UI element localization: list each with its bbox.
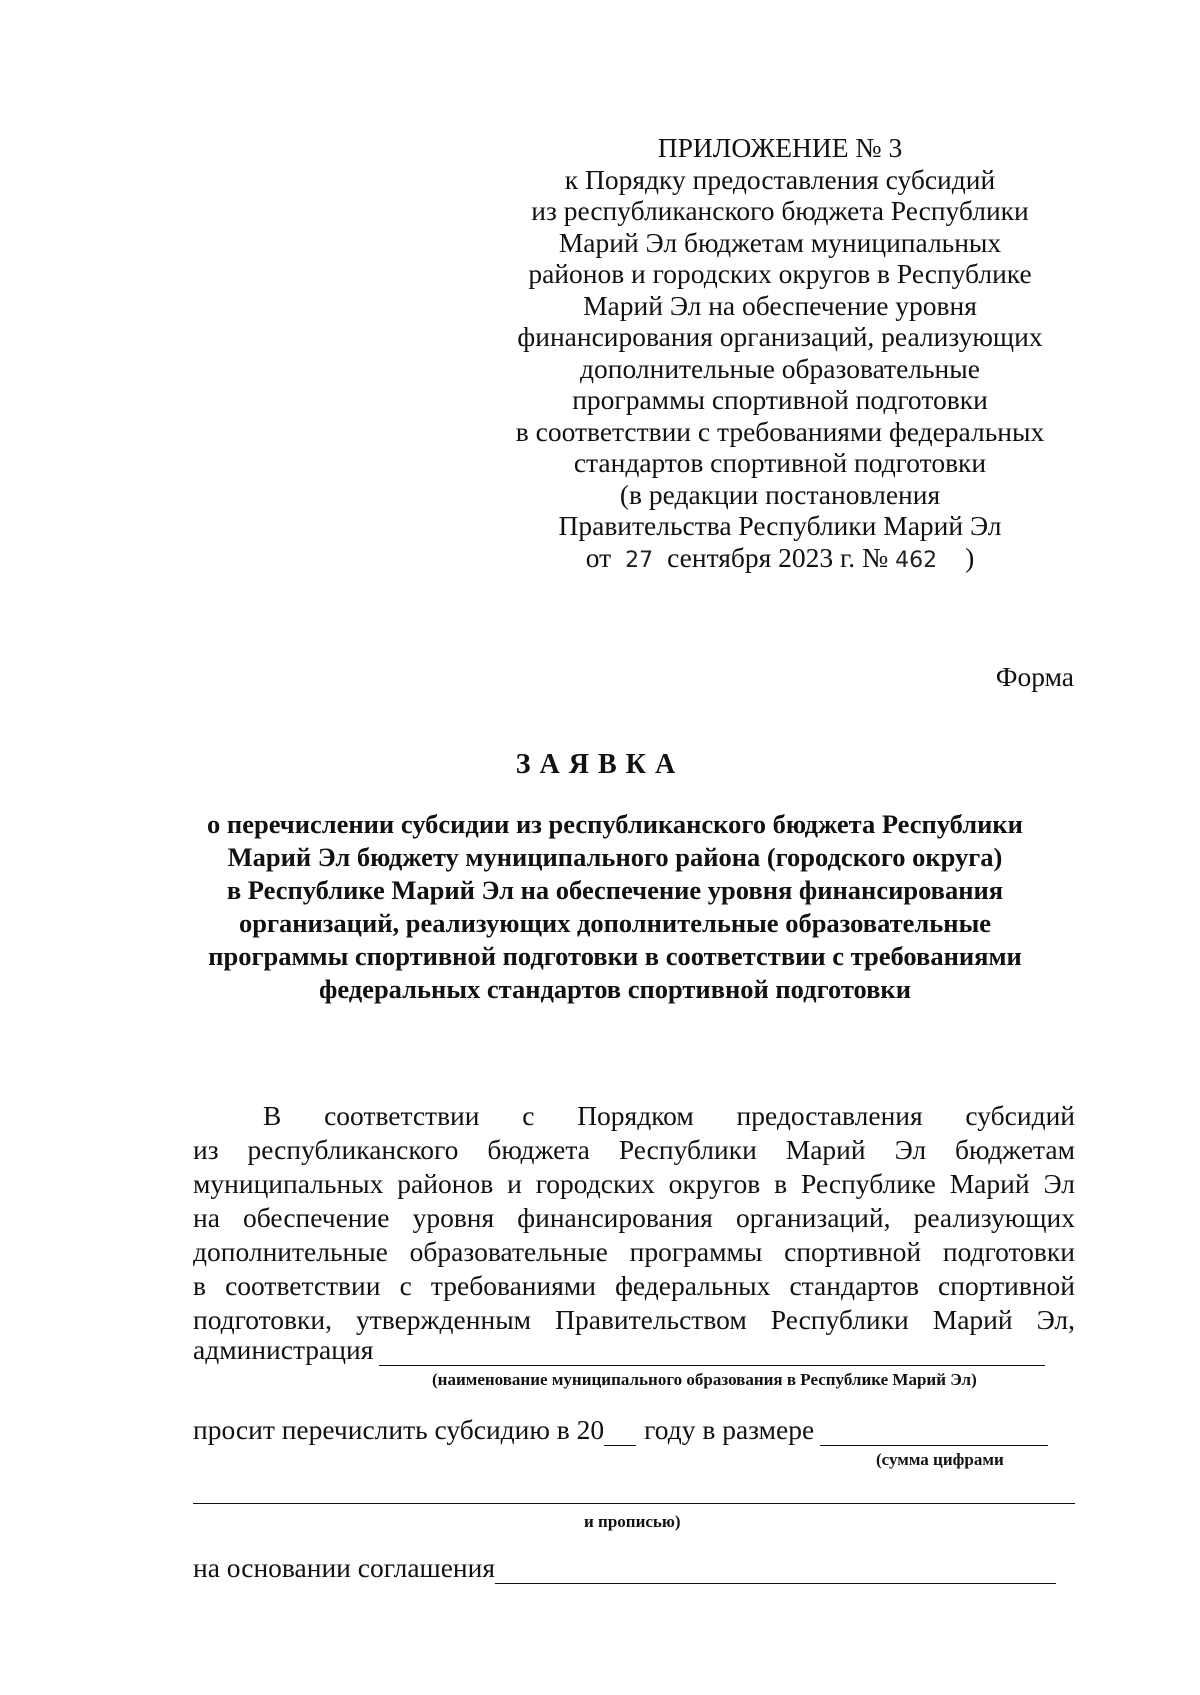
appendix-line: Марий Эл бюджетам муниципальных — [558, 226, 1002, 258]
appendix-line: районов и городских округов в Республике — [528, 258, 1032, 289]
administration-label: администрация — [193, 1334, 374, 1365]
appendix-line: к Порядку предоставления субсидий — [564, 163, 996, 195]
form-label: Форма — [995, 661, 1074, 692]
agreement-field[interactable] — [495, 1559, 1056, 1584]
date-prefix: от — [585, 541, 612, 573]
appendix-line: Марий Эл на обеспечение уровня — [583, 289, 977, 321]
administration-row — [193, 1334, 1045, 1366]
decree-number: 462 — [895, 547, 938, 573]
subtitle-line: о перечислении субсидии из республиканского бюджета Республики — [207, 809, 1023, 839]
body-line: из республиканского бюджета Республики Марий Эл бюджетам — [193, 1134, 1075, 1165]
subtitle-line: в Республике Марий Эл на обеспечение уровня финансирования — [226, 875, 1004, 905]
appendix-line: программы спортивной подготовки — [572, 384, 988, 415]
administration-caption: (наименование муниципального образования в Республике Марий Эл) — [432, 1370, 977, 1389]
body-line: в соответствии с требованиями федеральных стандартов спортивной — [193, 1270, 1075, 1301]
amount-caption-words: и прописью) — [584, 1512, 681, 1531]
body-line: подготовки, утвержденным Правительством Республики Марий Эл, — [193, 1304, 1075, 1335]
amount-caption-digits: (сумма цифрами — [876, 1450, 1004, 1469]
appendix-line: ПРИЛОЖЕНИЕ № 3 — [657, 132, 903, 163]
request-prefix: просит перечислить субсидию в 20 — [193, 1414, 605, 1445]
appendix-header — [470, 132, 1090, 576]
appendix-line: в соответствии с требованиями федеральных — [515, 415, 1045, 447]
year-field[interactable] — [604, 1421, 636, 1446]
appendix-line: финансирования организаций, реализующих — [517, 321, 1043, 352]
request-middle: году в размере — [644, 1414, 815, 1445]
agreement-label: на основании соглашения — [193, 1552, 495, 1583]
request-row — [193, 1414, 1048, 1446]
body-paragraph — [193, 1099, 1075, 1337]
document-title: ЗАЯВКА — [515, 749, 685, 780]
appendix-line: из республиканского бюджета Республики — [531, 195, 1029, 226]
appendix-line: (в редакции постановления — [619, 478, 941, 510]
amount-words-field[interactable] — [193, 1503, 1075, 1504]
date-suffix: ) — [965, 541, 975, 573]
body-line: дополнительные образовательные программы спортивной подготовки — [193, 1236, 1075, 1267]
date-month-year: сентября 2023 г. № — [667, 541, 889, 573]
appendix-line: дополнительные образовательные — [580, 352, 980, 384]
subtitle-line: федеральных стандартов спортивной подготовки — [319, 974, 911, 1004]
amount-field[interactable] — [820, 1421, 1048, 1446]
subtitle-line: программы спортивной подготовки в соответствии с требованиями — [208, 941, 1022, 971]
date-day: 27 — [625, 547, 654, 573]
administration-field[interactable] — [379, 1341, 1045, 1366]
subtitle-line: Марий Эл бюджету муниципального района (городского округа) — [227, 842, 1003, 872]
appendix-line: Правительства Республики Марий Эл — [558, 510, 1002, 541]
body-line: на обеспечение уровня финансирования организаций, реализующих — [193, 1202, 1075, 1233]
agreement-row — [193, 1552, 1056, 1584]
body-line: муниципальных районов и городских округов в Республике Марий Эл — [193, 1168, 1075, 1199]
appendix-line: стандартов спортивной подготовки — [573, 447, 987, 478]
body-line: В соответствии с Порядком предоставления субсидий — [263, 1100, 1075, 1131]
subtitle-line: организаций, реализующих дополнительные образовательные — [238, 908, 992, 938]
appendix-date-line — [470, 542, 1090, 577]
document-subtitle — [150, 808, 1080, 1006]
